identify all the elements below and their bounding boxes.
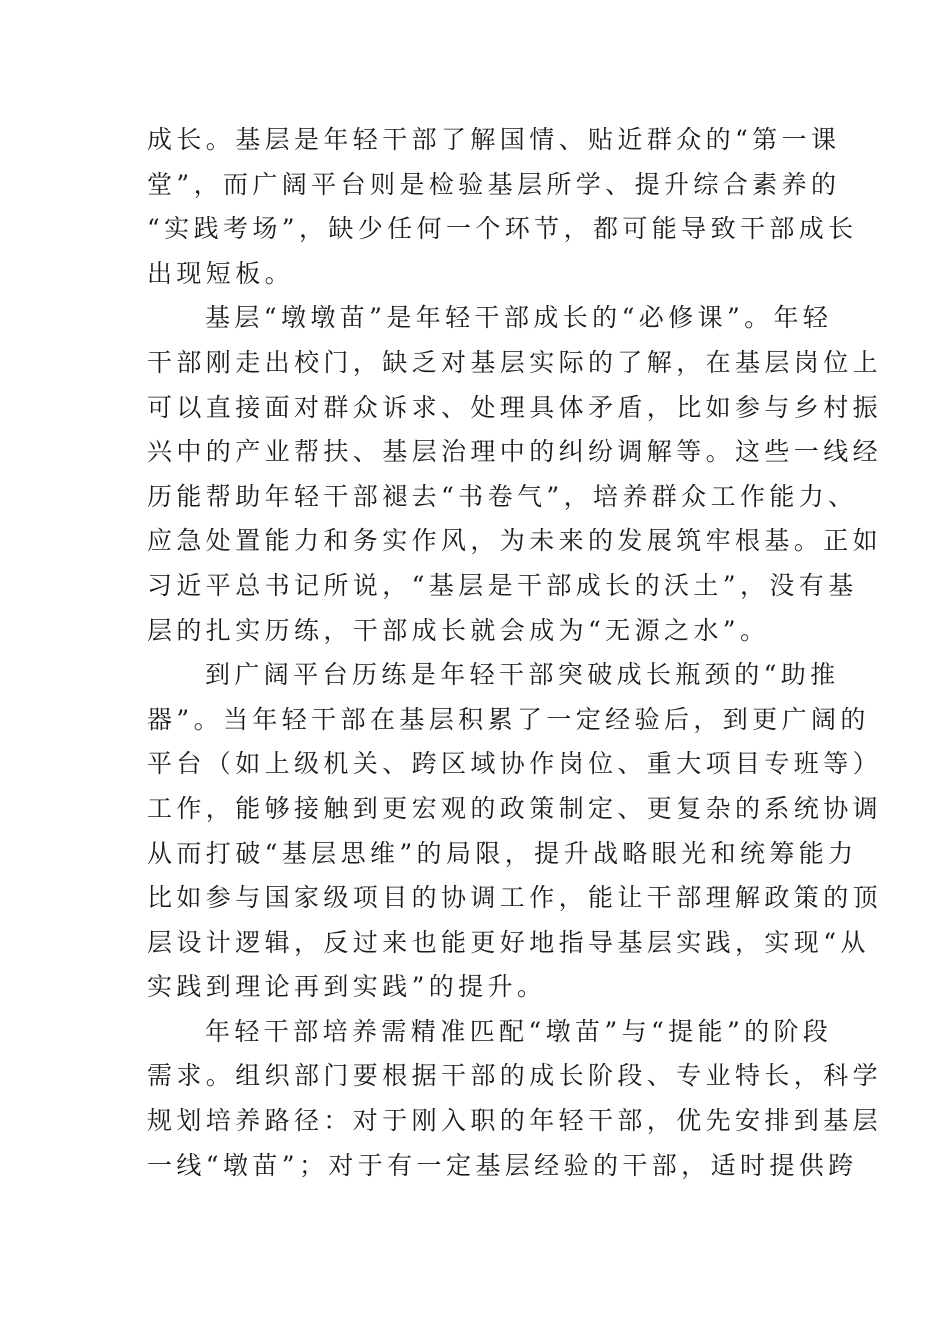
paragraph-4-line-1: 年轻干部培养需精准匹配“墩苗”与“提能”的阶段: [205, 1016, 833, 1046]
paragraph-2-line-8: 层的扎实历练，干部成长就会成为“无源之水”。: [147, 615, 770, 645]
paragraph-1-line-4: 出现短板。: [147, 258, 295, 288]
paragraph-1-line-1: 成长。基层是年轻干部了解国情、贴近群众的“第一课: [147, 125, 841, 154]
paragraph-4-line-2: 需求。组织部门要根据干部的成长阶段、专业特长，科学: [147, 1061, 883, 1091]
paragraph-2-line-5: 历能帮助年轻干部褪去“书卷气”，培养群众工作能力、: [147, 481, 858, 511]
paragraph-3-line-2: 器”。当年轻干部在基层积累了一定经验后，到更广阔的: [147, 704, 870, 734]
paragraph-3-line-3: 平台（如上级机关、跨区域协作岗位、重大项目专班等）: [147, 749, 883, 779]
paragraph-3-line-1: 到广阔平台历练是年轻干部突破成长瓶颈的“助推: [205, 660, 840, 690]
paragraph-3-line-8: 实践到理论再到实践”的提升。: [147, 972, 547, 1002]
paragraph-2-line-4: 兴中的产业帮扶、基层治理中的纠纷调解等。这些一线经: [147, 437, 883, 467]
paragraph-2-line-3: 可以直接面对群众诉求、处理具体矛盾，比如参与乡村振: [147, 392, 883, 422]
paragraph-3-line-6: 比如参与国家级项目的协调工作，能让干部理解政策的顶: [147, 883, 883, 913]
paragraph-2-line-7: 习近平总书记所说，“基层是干部成长的沃土”，没有基: [147, 570, 858, 600]
paragraph-1-line-2: 堂”，而广阔平台则是检验基层所学、提升综合素养的: [147, 169, 841, 199]
paragraph-3-line-4: 工作，能够接触到更宏观的政策制定、更复杂的系统协调: [147, 793, 883, 823]
paragraph-2-line-1: 基层“墩墩苗”是年轻干部成长的“必修课”。年轻: [205, 303, 833, 333]
paragraph-1-line-3: “实践考场”，缺少任何一个环节，都可能导致干部成长: [147, 214, 858, 244]
paragraph-4-line-3: 规划培养路径：对于刚入职的年轻干部，优先安排到基层: [147, 1106, 883, 1136]
paragraph-3-line-5: 从而打破“基层思维”的局限，提升战略眼光和统筹能力: [147, 838, 858, 868]
paragraph-2-line-2: 干部刚走出校门，缺乏对基层实际的了解，在基层岗位上: [147, 347, 883, 377]
paragraph-2-line-6: 应急处置能力和务实作风，为未来的发展筑牢根基。正如: [147, 526, 883, 556]
article-body: [147, 118, 883, 1188]
paragraph-3-line-7: 层设计逻辑，反过来也能更好地指导基层实践，实现“从: [147, 927, 870, 957]
paragraph-4-line-4: 一线“墩苗”；对于有一定基层经验的干部，适时提供跨: [147, 1150, 858, 1180]
